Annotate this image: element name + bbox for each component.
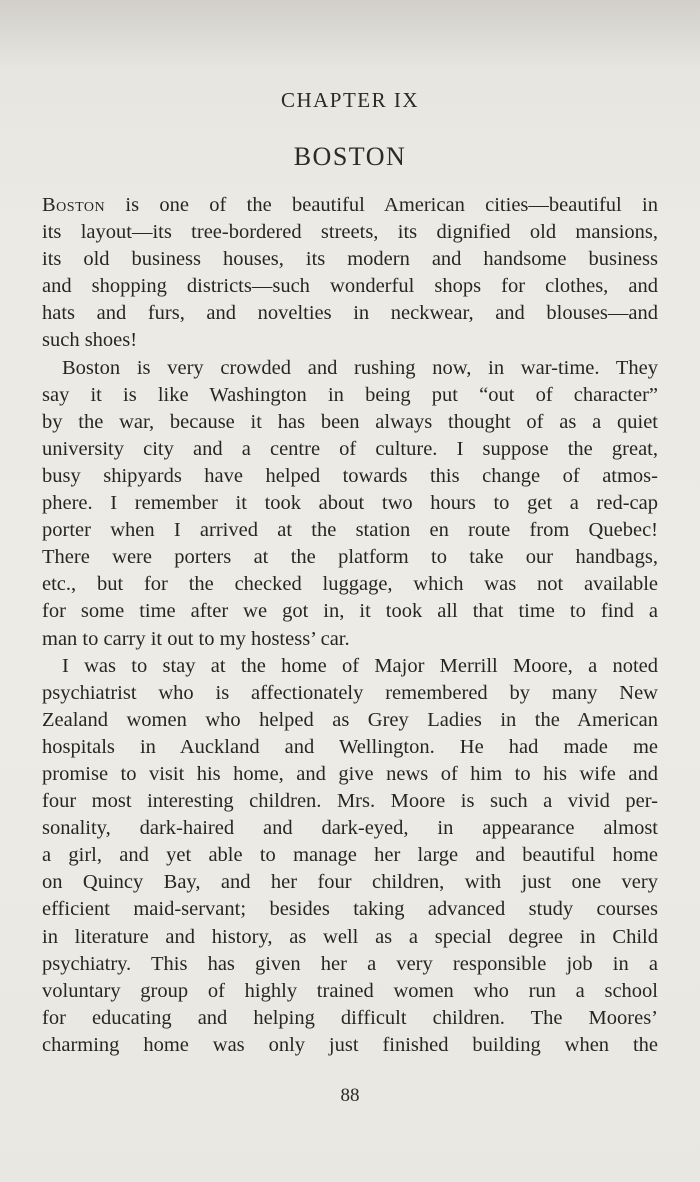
text-line: for educating and helping difficult children. The Moores’ — [42, 1006, 658, 1029]
text-line: and shopping districts—such wonderful shops for clothes, and — [42, 275, 658, 298]
text-line: such shoes! — [42, 329, 138, 352]
text-line: hospitals in Auckland and Wellington. He had made me — [42, 735, 658, 758]
text-line: voluntary group of highly trained women who run a school — [42, 979, 658, 1002]
text-line: by the war, because it has been always thought of as a quiet — [42, 410, 658, 433]
text-line: on Quincy Bay, and her four children, with just one very — [42, 871, 658, 894]
text-line: charming home was only just finished building when the — [42, 1033, 658, 1056]
text-line: I was to stay at the home of Major Merrill Moore, a noted — [62, 654, 658, 677]
text-line: promise to visit his home, and give news of him to his wife and — [42, 762, 658, 785]
text-line: sonality, dark-haired and dark-eyed, in appearance almost — [42, 817, 658, 840]
text-line: four most interesting children. Mrs. Moore is such a vivid per- — [42, 790, 658, 813]
body-text — [42, 192, 658, 1059]
text-line: a girl, and yet able to manage her large and beautiful home — [42, 844, 658, 867]
text-line: man to carry it out to my hostess’ car. — [42, 627, 350, 650]
text-line: There were porters at the platform to take our handbags, — [42, 546, 658, 569]
text-line: its layout—its tree-bordered streets, its dignified old mansions, — [42, 221, 658, 244]
text-line: busy shipyards have helped towards this change of atmos- — [42, 464, 658, 487]
text-line: etc., but for the checked luggage, which was not available — [42, 573, 658, 596]
text-line: say it is like Washington in being put “out of character” — [42, 383, 658, 406]
text-line: hats and furs, and novelties in neckwear, and blouses—and — [42, 302, 658, 325]
text-line: its old business houses, its modern and handsome business — [42, 248, 658, 271]
chapter-title: BOSTON — [293, 142, 407, 171]
text-line: in literature and history, as well as a special degree in Child — [42, 925, 658, 948]
text-line: phere. I remember it took about two hours to get a red-cap — [42, 492, 658, 515]
text-line: for some time after we got in, it took all that time to find a — [42, 600, 658, 623]
text-line: psychiatrist who is affectionately remembered by many New — [42, 681, 658, 704]
text-line: porter when I arrived at the station en route from Quebec! — [42, 519, 658, 542]
page-number: 88 — [340, 1085, 360, 1106]
text-line: Zealand women who helped as Grey Ladies in the American — [42, 708, 658, 731]
text-line: efficient maid-servant; besides taking advanced study courses — [42, 898, 658, 921]
text-line: university city and a centre of culture. I suppose the great, — [42, 437, 658, 460]
opening-word: Boston — [42, 194, 106, 216]
text-line: psychiatry. This has given her a very responsible job in a — [42, 952, 658, 975]
page-top-shadow — [0, 0, 700, 70]
text-line: Boston is one of the beautiful American cities—beautiful in — [42, 194, 658, 216]
text-line: Boston is very crowded and rushing now, in war-time. They — [62, 356, 658, 379]
chapter-heading: CHAPTER IX — [280, 88, 420, 112]
